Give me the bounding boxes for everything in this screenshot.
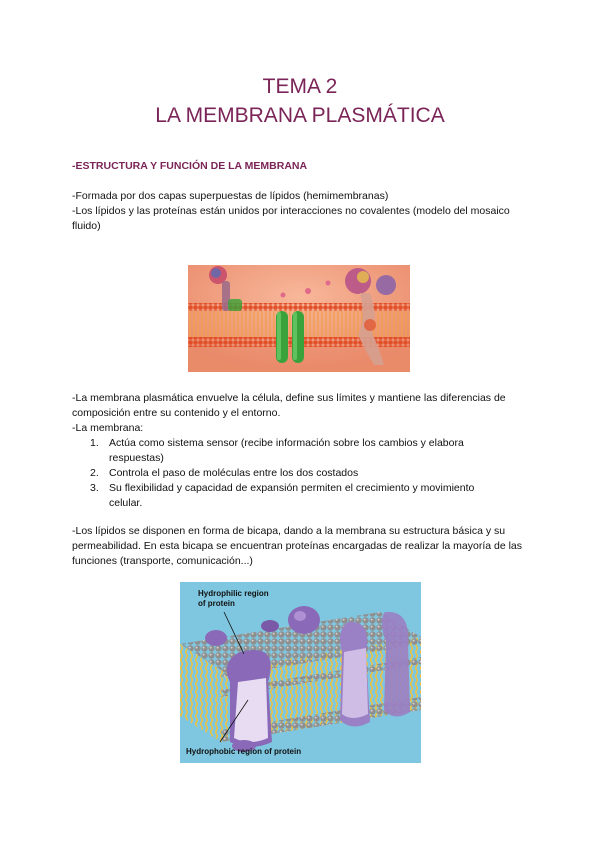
paragraph-1-line-1: -Formada por dos capas superpuestas de lípidos (hemimembranas)	[72, 190, 389, 202]
label-hydrophobic: Hydrophobic region of protein	[186, 747, 302, 756]
list-text: Su flexibilidad y capacidad de expansión permiten el crecimiento y movimiento celular.	[109, 482, 475, 509]
list-item	[90, 436, 510, 466]
paragraph-4: -Los lípidos se disponen en forma de bicapa, dando a la membrana su estructura básica y su permeabilidad. En esta bicapa se encuentran proteínas encargadas de realizar la mayoría de las funciones (transporte, comunicación...)	[72, 525, 523, 567]
list-number: 1.	[90, 437, 99, 449]
membrane-illustration	[188, 265, 410, 372]
list-item	[90, 481, 510, 511]
paragraph-2: -La membrana plasmática envuelve la célula, define sus límites y mantiene las diferencias de composición entre su contenido y el entorno.	[72, 392, 506, 419]
section-heading: -ESTRUCTURA Y FUNCIÓN DE LA MEMBRANA	[72, 160, 308, 172]
paragraph-1-line-2: -Los lípidos y las proteínas están unidos por interacciones no covalentes (modelo del mosaico fluido)	[72, 205, 510, 232]
page-title-line2: LA MEMBRANA PLASMÁTICA	[155, 104, 445, 127]
list-text: Actúa como sistema sensor (recibe información sobre los cambios y elabora respuestas)	[109, 437, 464, 464]
page-title-line1: TEMA 2	[262, 75, 338, 98]
label-hydrophilic-line1: Hydrophilic region	[198, 589, 269, 598]
list-number: 2.	[90, 467, 99, 479]
list-item	[90, 466, 510, 481]
label-hydrophilic-line2: of protein	[198, 599, 235, 608]
bilayer-protein-figure	[180, 582, 421, 763]
paragraph-3: -La membrana:	[72, 422, 144, 434]
list-number: 3.	[90, 482, 99, 494]
list-text: Controla el paso de moléculas entre los dos costados	[109, 467, 359, 479]
function-list	[90, 436, 510, 511]
